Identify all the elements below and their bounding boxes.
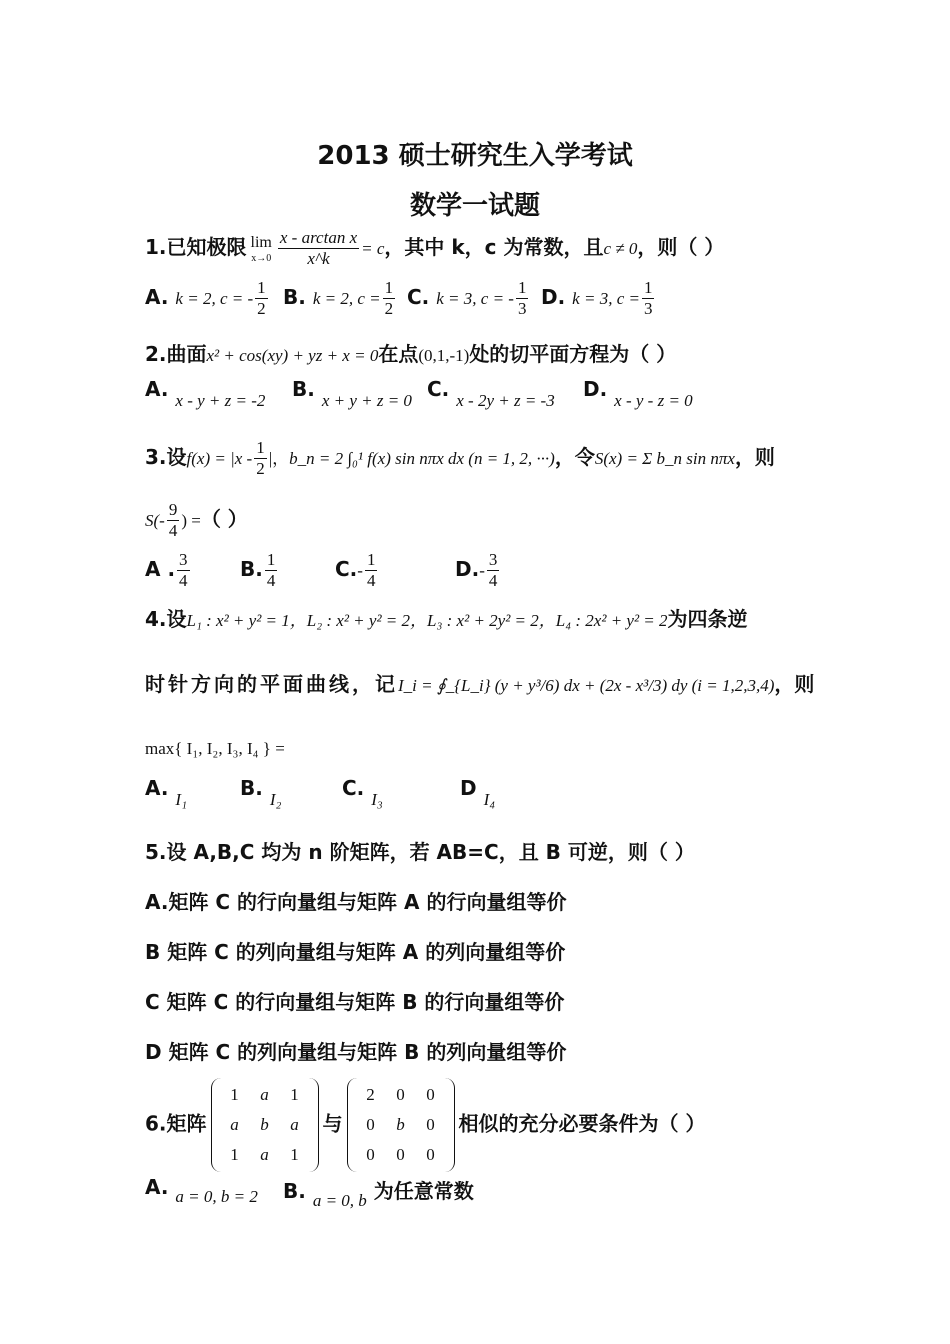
q1-ask: ，则（ ） xyxy=(637,235,725,259)
q3-fx: f(x) = |x - xyxy=(186,449,253,468)
q1-fraction: $\frac{\text{x - arctan x}}{x\^{}k}$ xyxy=(279,228,358,268)
q3-option-d[interactable]: D.- $\frac{3}{4}$ xyxy=(455,550,498,590)
q2-option-b[interactable]: B. $_{x + y + z = 0}$ xyxy=(292,377,412,410)
q2-option-a[interactable]: A. $_{x - y + z = -2}$ xyxy=(145,377,266,410)
q1-option-d[interactable]: D. k = 3, c = $\frac{1}{3}$ xyxy=(541,278,653,318)
q6-matrix-2: 2 0 0 0 b 0 0 0 0 xyxy=(347,1078,455,1172)
q3-option-c[interactable]: C.- $\frac{1}{4}$ xyxy=(335,550,376,590)
q1-equals: = c xyxy=(361,239,385,258)
q4-option-b[interactable]: B. $_{I_2}$ xyxy=(240,776,282,809)
question-4-line2: 时针方向的平面曲线，记I_i = ∮_{L_i} (y + y³/6) dx + (2x - x³/3) dy (i = 1,2,3,4)，则 xyxy=(145,672,815,696)
q6-option-a[interactable]: A. $_{a = 0, b = 2}$ xyxy=(145,1175,258,1206)
q1-condition: c ≠ 0 xyxy=(603,239,638,258)
q1-option-a[interactable]: A. k = 2, c = - $\frac{1}{2}$ xyxy=(145,278,266,318)
q4-option-c[interactable]: C. $_{I_3}$ xyxy=(342,776,383,809)
q5-option-d[interactable]: D 矩阵 C 的列向量组与矩阵 B 的列向量组等价 xyxy=(145,1040,567,1064)
q1-option-b[interactable]: B. k = 2, c = $\frac{1}{2}$ xyxy=(283,278,394,318)
question-2: 2.曲面x² + cos(xy) + yz + x = 0在点(0,1,-1)处的切平面方程为（ ） xyxy=(145,342,677,366)
q1-lead: 1.已知极限 xyxy=(145,235,247,259)
question-4: 4.设L₁ : x² + y² = 1，L₂ : x² + y² = 2，L₃ : x² + 2y² = 2，L₄ : 2x² + y² = 2为四条逆 xyxy=(145,607,748,631)
q2-option-d[interactable]: D. $_{x - y - z = 0}$ xyxy=(583,377,693,410)
q3-sx: S(x) = Σ b_n sin nπx xyxy=(594,449,735,468)
question-3: 3.设f(x) = |x - $\frac{1}{2}$ |，b_n = 2 ∫₀¹ f(x) sin nπx dx (n = 1, 2, ···)，令S(x) = Σ b_n sin nπx，则 xyxy=(145,438,775,478)
q1-text: ，其中 k，c 为常数，且 xyxy=(384,235,604,259)
q2-point: (0,1,-1) xyxy=(418,346,470,365)
question-4-max: max{ I₁, I₂, I₃, I₄ } = xyxy=(145,739,285,758)
q5-option-b[interactable]: B 矩阵 C 的列向量组与矩阵 A 的列向量组等价 xyxy=(145,940,566,964)
q6-matrix-1: 1 a 1 a b a 1 a 1 xyxy=(211,1078,319,1172)
q2-option-c[interactable]: C. $_{x - 2y + z = -3}$ xyxy=(427,377,555,410)
q3-bn: b_n = 2 ∫₀¹ f(x) sin nπx dx (n = 1, 2, ···) xyxy=(289,449,555,468)
q2-surface: x² + cos(xy) + yz + x = 0 xyxy=(206,346,379,365)
question-1 xyxy=(145,228,724,269)
q1-option-c[interactable]: C. k = 3, c = - $\frac{1}{3}$ xyxy=(407,278,527,318)
question-5: 5.设 A,B,C 均为 n 阶矩阵，若 AB=C，且 B 可逆，则（ ） xyxy=(145,840,695,864)
q1-limit: lim x→0 xyxy=(250,233,272,264)
q4-curves: L₁ : x² + y² = 1，L₂ : x² + y² = 2，L₃ : x² + 2y² = 2，L₄ : 2x² + y² = 2 xyxy=(186,611,668,630)
q6-option-b[interactable]: B. $_{a = 0, b}$ 为任意常数 xyxy=(283,1179,474,1210)
q5-option-a[interactable]: A.矩阵 C 的行向量组与矩阵 A 的行向量组等价 xyxy=(145,890,567,914)
q3-option-a[interactable]: A . $\frac{3}{4}$ xyxy=(145,550,188,590)
q3-option-b[interactable]: B. $\frac{1}{4}$ xyxy=(240,550,276,590)
q4-option-d[interactable]: D $_{I_4}$ xyxy=(460,776,496,809)
question-6: 6.矩阵 1 a 1 a b a 1 a 1 与 2 0 0 0 b 0 0 0 0 相似的充分必要条件为（ ） xyxy=(145,1078,705,1172)
page-subtitle: 数学一试题 xyxy=(409,191,540,221)
q4-option-a[interactable]: A. $_{I_1}$ xyxy=(145,776,187,809)
page-title: 2013 硕士研究生入学考试 xyxy=(317,141,633,171)
q5-option-c[interactable]: C 矩阵 C 的行向量组与矩阵 B 的行向量组等价 xyxy=(145,990,565,1014)
question-3-target: S(- $\frac{9}{4}$ ) =（ ） xyxy=(145,500,248,540)
q4-integral: I_i = ∮_{L_i} (y + y³/6) dx + (2x - x³/3) dy (i = 1,2,3,4) xyxy=(398,676,775,695)
